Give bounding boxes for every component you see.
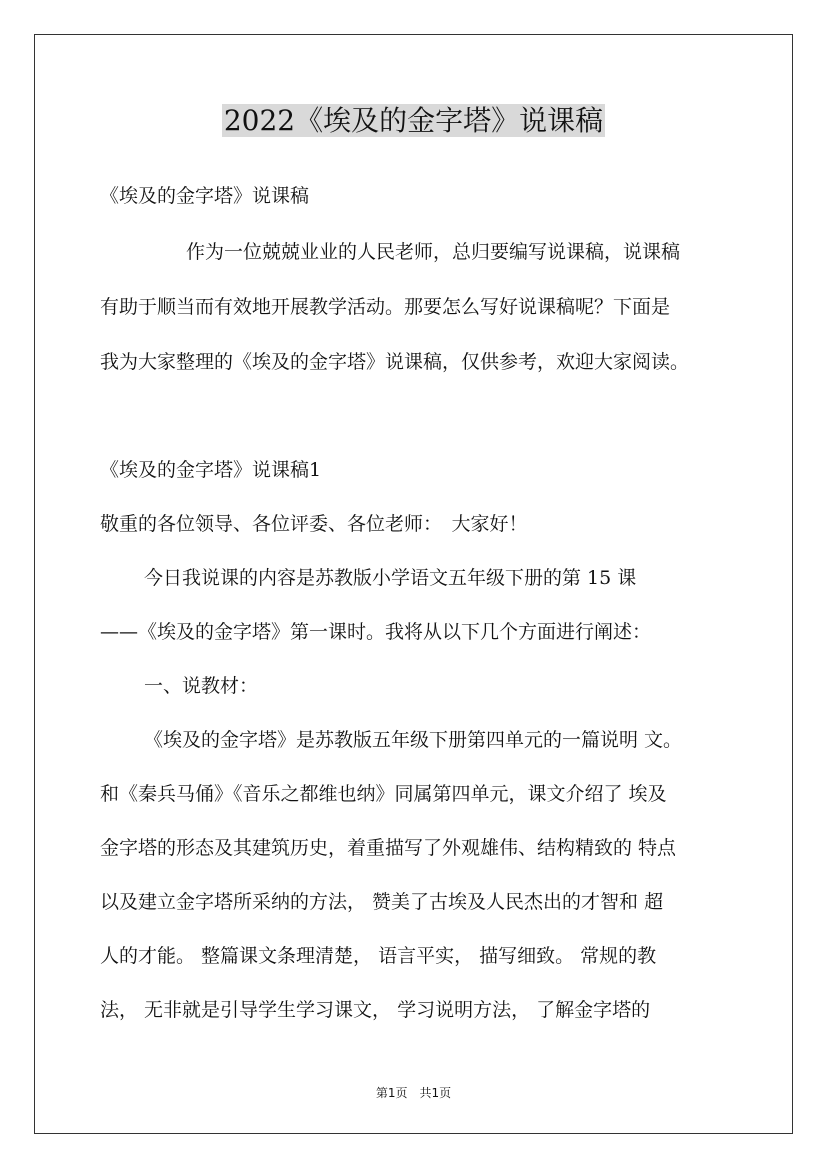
document-title <box>0 100 827 142</box>
body-line-1: 今日我说课的内容是苏教版小学语文五年级下册的第 15 课 <box>144 567 637 589</box>
intro-line-2: 有助于顺当而有效地开展教学活动。那要怎么写好说课稿呢？下面是 <box>100 296 671 318</box>
intro-line-1: 作为一位兢兢业业的人民老师，总归要编写说课稿，说课稿 <box>186 241 681 263</box>
document-title-text: 2022《埃及的金字塔》说课稿 <box>223 104 604 137</box>
body-line-6: 金字塔的形态及其建筑历史，着重描写了外观雄伟、结构精致的 特点 <box>100 837 677 859</box>
body-line-8: 人的才能。 整篇课文条理清楚， 语言平实， 描写细致。 常规的教 <box>100 945 657 967</box>
body-line-9: 法， 无非就是引导学生学习课文， 学习说明方法， 了解金字塔的 <box>100 999 651 1021</box>
body-line-7: 以及建立金字塔所采纳的方法， 赞美了古埃及人民杰出的才智和 超 <box>100 891 664 913</box>
greeting-line: 敬重的各位领导、各位评委、各位老师： 大家好！ <box>100 513 528 535</box>
body-line-5: 和《秦兵马俑》《音乐之都维也纳》同属第四单元，课文介绍了 埃及 <box>100 783 667 805</box>
intro-line-3: 我为大家整理的《埃及的金字塔》说课稿，仅供参考，欢迎大家阅读。 <box>100 351 690 373</box>
section-heading: 《埃及的金字塔》说课稿1 <box>100 459 322 481</box>
subtitle: 《埃及的金字塔》说课稿 <box>100 185 310 207</box>
section-title-jiaocai: 一、说教材： <box>144 675 259 697</box>
page-footer: 第1页 共1页 <box>375 1086 452 1100</box>
body-line-2: ——《埃及的金字塔》第一课时。我将从以下几个方面进行阐述： <box>100 621 652 643</box>
body-line-4: 《埃及的金字塔》是苏教版五年级下册第四单元的一篇说明 文。 <box>144 729 683 751</box>
